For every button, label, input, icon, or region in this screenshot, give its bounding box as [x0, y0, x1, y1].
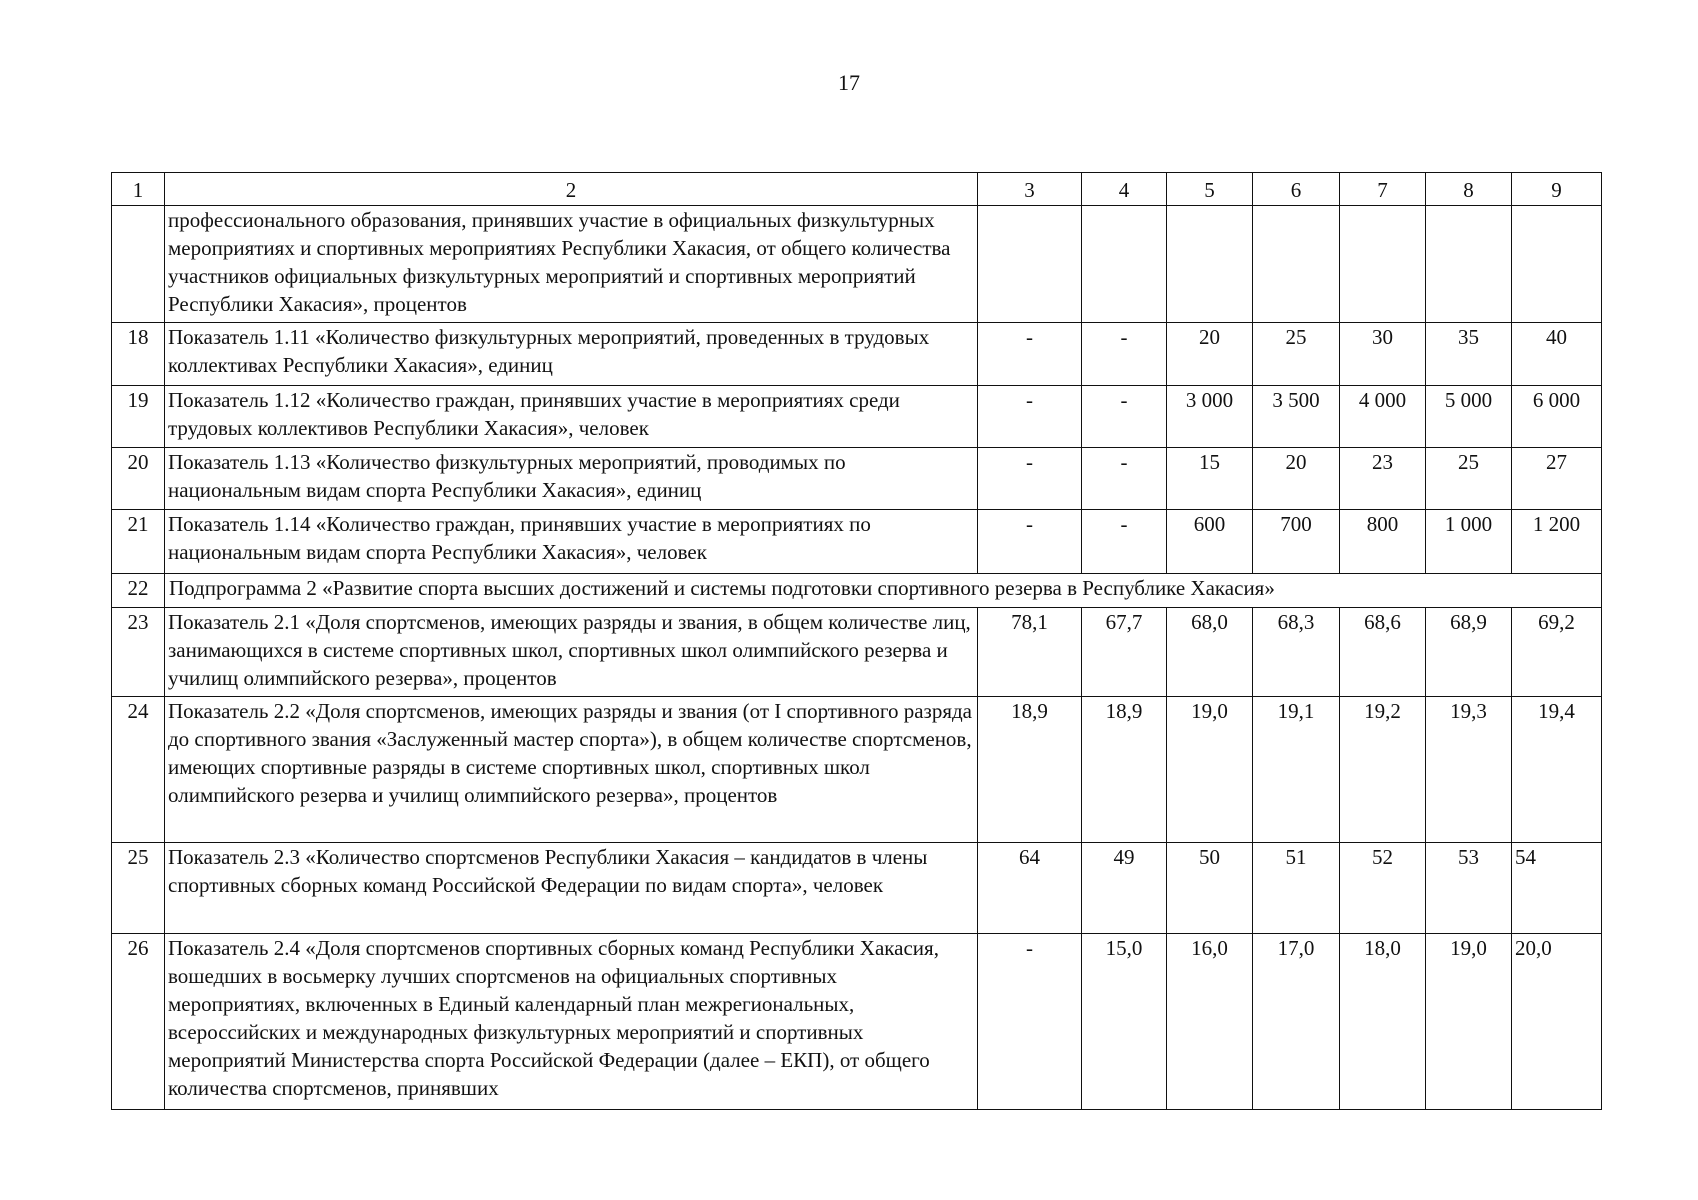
value-cell: 27: [1512, 448, 1602, 510]
table-row: [112, 697, 1602, 843]
value-cell: 68,9: [1426, 608, 1512, 697]
value-cell: 68,3: [1253, 608, 1340, 697]
value-cell: 78,1: [978, 608, 1082, 697]
subprogram-row: [112, 574, 1602, 608]
indicators-table: [111, 172, 1602, 1110]
value-cell: 30: [1340, 323, 1426, 386]
indicator-text: Показатель 2.3 «Количество спортсменов Республики Хакасия – кандидатов в члены спортивных сборных команд Российской Федерации по видам спорта», человек: [165, 843, 978, 934]
value-cell: 700: [1253, 510, 1340, 574]
value-cell: 20,0: [1512, 934, 1602, 1110]
value-cell: 20: [1167, 323, 1253, 386]
value-cell: [1253, 206, 1340, 323]
column-header: 9: [1512, 173, 1602, 206]
column-header: 8: [1426, 173, 1512, 206]
table-row: [112, 386, 1602, 448]
value-cell: 52: [1340, 843, 1426, 934]
table-row: [112, 448, 1602, 510]
value-cell: 20: [1253, 448, 1340, 510]
column-header: 3: [978, 173, 1082, 206]
indicator-text: Показатель 1.11 «Количество физкультурных мероприятий, проведенных в трудовых коллективах Республики Хакасия», единиц: [165, 323, 978, 386]
table-row: [112, 323, 1602, 386]
value-cell: 40: [1512, 323, 1602, 386]
value-cell: 19,1: [1253, 697, 1340, 843]
indicator-text: Показатель 2.1 «Доля спортсменов, имеющих разряды и звания, в общем количестве лиц, занимающихся в системе спортивных школ, спортивных школ олимпийского резерва и училищ олимпийского резерва», процентов: [165, 608, 978, 697]
row-number: 21: [112, 510, 165, 574]
row-number: [112, 206, 165, 323]
value-cell: [1426, 206, 1512, 323]
value-cell: -: [1082, 510, 1167, 574]
value-cell: 15,0: [1082, 934, 1167, 1110]
indicator-text: Показатель 2.2 «Доля спортсменов, имеющих разряды и звания (от I спортивного разряда до спортивного звания «Заслуженный мастер спорта»), в общем количестве спортсменов, имеющих спортивные разряды в системе спортивных школ, спортивных школ олимпийского резерва и училищ олимпийского резерва», процентов: [165, 697, 978, 843]
value-cell: 18,9: [1082, 697, 1167, 843]
table-row: [112, 510, 1602, 574]
row-number: 22: [112, 574, 165, 608]
indicator-text: Показатель 1.14 «Количество граждан, принявших участие в мероприятиях по национальным видам спорта Республики Хакасия», человек: [165, 510, 978, 574]
column-header: 1: [112, 173, 165, 206]
indicator-text: Показатель 1.12 «Количество граждан, принявших участие в мероприятиях среди трудовых коллективов Республики Хакасия», человек: [165, 386, 978, 448]
value-cell: 69,2: [1512, 608, 1602, 697]
value-cell: 19,0: [1167, 697, 1253, 843]
value-cell: [1167, 206, 1253, 323]
column-header: 6: [1253, 173, 1340, 206]
table-row: [112, 843, 1602, 934]
value-cell: 19,2: [1340, 697, 1426, 843]
page-number: 17: [838, 70, 860, 95]
value-cell: 6 000: [1512, 386, 1602, 448]
value-cell: 19,3: [1426, 697, 1512, 843]
value-cell: [978, 206, 1082, 323]
value-cell: 50: [1167, 843, 1253, 934]
value-cell: -: [1082, 448, 1167, 510]
table-row: [112, 206, 1602, 323]
value-cell: 18,9: [978, 697, 1082, 843]
row-number: 18: [112, 323, 165, 386]
value-cell: 19,0: [1426, 934, 1512, 1110]
value-cell: 1 200: [1512, 510, 1602, 574]
value-cell: -: [978, 510, 1082, 574]
value-cell: 23: [1340, 448, 1426, 510]
row-number: 20: [112, 448, 165, 510]
value-cell: 3 000: [1167, 386, 1253, 448]
value-cell: 5 000: [1426, 386, 1512, 448]
value-cell: 17,0: [1253, 934, 1340, 1110]
table-row: [112, 608, 1602, 697]
value-cell: 15: [1167, 448, 1253, 510]
column-header: 5: [1167, 173, 1253, 206]
table-row: [112, 934, 1602, 1110]
column-number-row: [112, 173, 1602, 206]
value-cell: [1340, 206, 1426, 323]
row-number: 26: [112, 934, 165, 1110]
value-cell: 16,0: [1167, 934, 1253, 1110]
value-cell: 25: [1253, 323, 1340, 386]
subprogram-title: Подпрограмма 2 «Развитие спорта высших достижений и системы подготовки спортивного резерва в Республике Хакасия»: [165, 574, 1602, 608]
value-cell: 600: [1167, 510, 1253, 574]
column-header: 2: [165, 173, 978, 206]
value-cell: -: [978, 323, 1082, 386]
value-cell: -: [1082, 323, 1167, 386]
value-cell: 3 500: [1253, 386, 1340, 448]
value-cell: -: [1082, 386, 1167, 448]
indicator-text: Показатель 1.13 «Количество физкультурных мероприятий, проводимых по национальным видам спорта Республики Хакасия», единиц: [165, 448, 978, 510]
value-cell: 25: [1426, 448, 1512, 510]
row-number: 19: [112, 386, 165, 448]
row-number: 24: [112, 697, 165, 843]
value-cell: 35: [1426, 323, 1512, 386]
column-header: 4: [1082, 173, 1167, 206]
value-cell: [1512, 206, 1602, 323]
value-cell: [1082, 206, 1167, 323]
value-cell: -: [978, 386, 1082, 448]
value-cell: 1 000: [1426, 510, 1512, 574]
value-cell: 4 000: [1340, 386, 1426, 448]
row-number: 25: [112, 843, 165, 934]
value-cell: 49: [1082, 843, 1167, 934]
value-cell: 18,0: [1340, 934, 1426, 1110]
value-cell: 51: [1253, 843, 1340, 934]
value-cell: 67,7: [1082, 608, 1167, 697]
column-header: 7: [1340, 173, 1426, 206]
value-cell: 64: [978, 843, 1082, 934]
value-cell: 54: [1512, 843, 1602, 934]
row-number: 23: [112, 608, 165, 697]
indicator-text: профессионального образования, принявших участие в официальных физкультурных мероприятиях и спортивных мероприятиях Республики Хакасия, от общего количества участников официальных физкультурных мероприятий и спортивных мероприятий Республики Хакасия», процентов: [165, 206, 978, 323]
value-cell: 53: [1426, 843, 1512, 934]
value-cell: 68,6: [1340, 608, 1426, 697]
value-cell: 68,0: [1167, 608, 1253, 697]
indicator-text: Показатель 2.4 «Доля спортсменов спортивных сборных команд Республики Хакасия, вошедших в восьмерку лучших спортсменов на официальных спортивных мероприятиях, включенных в Единый календарный план межрегиональных, всероссийских и международных физкультурных мероприятий и спортивных мероприятий Министерства спорта Российской Федерации (далее – ЕКП), от общего количества спортсменов, принявших: [165, 934, 978, 1110]
value-cell: 19,4: [1512, 697, 1602, 843]
value-cell: -: [978, 934, 1082, 1110]
value-cell: -: [978, 448, 1082, 510]
value-cell: 800: [1340, 510, 1426, 574]
